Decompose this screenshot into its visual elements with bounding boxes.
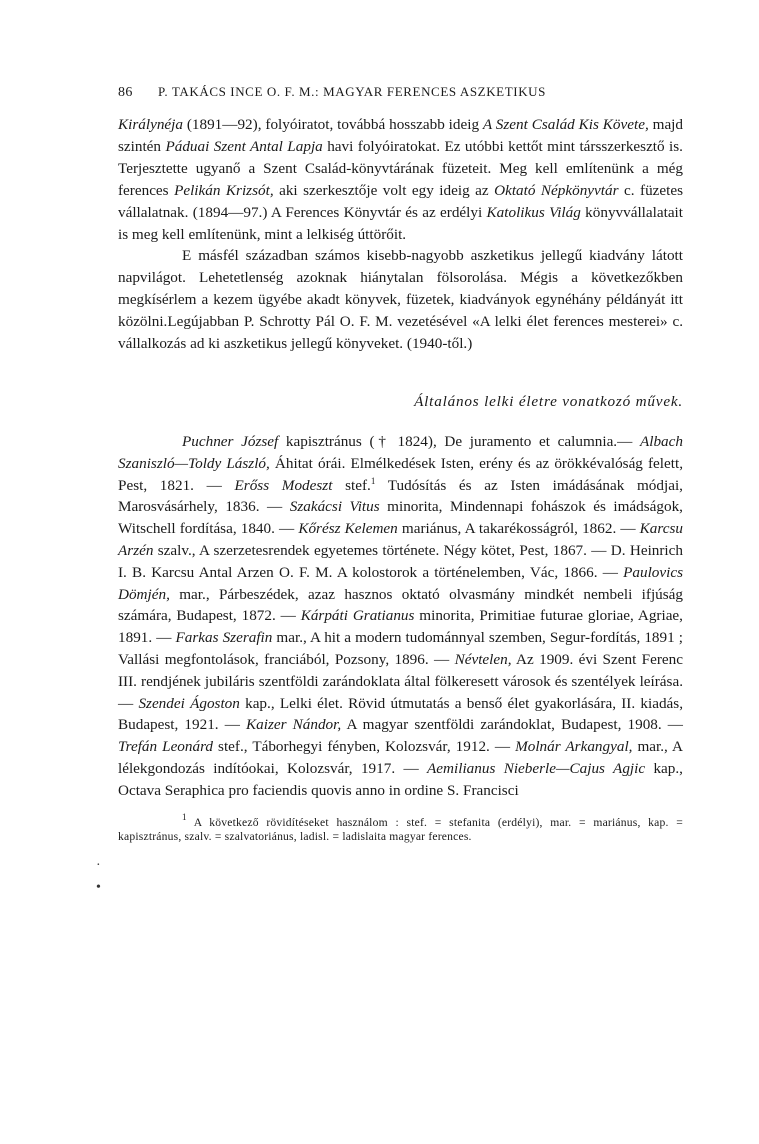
entry-text: minorita, Mindennapi fohászok és imádságok, Witschell fordítása, 1840. — — [118, 498, 683, 538]
italic-title: Oktató Népkönyvtár — [494, 181, 619, 199]
entry-text: kap., Lelki élet. Rövid útmutatás a benső élet gyakorlására, II. kiadás, Budapest, 1921. — — [118, 694, 683, 734]
author-name: Kaizer Nándor, — [246, 716, 342, 734]
text-run: aki szerkesztője volt egy ideig az — [273, 181, 495, 199]
margin-speck: • — [96, 880, 101, 895]
entry-text: minorita, Primitiae futurae gloriae, Agriae, 1891. — — [118, 607, 683, 647]
entry-text: stef. — [332, 476, 371, 494]
author-name: Szakácsi Vitus — [289, 498, 380, 516]
entry-text: kapisztránus († 1824), De juramento et calumnia.— — [278, 432, 640, 450]
entry-text: Tudósítás és az Isten imádásának módjai, Marosvásárhely, 1836. — — [118, 476, 683, 516]
entry-text: stef., Táborhegyi fényben, Kolozsvár, 1912. — — [213, 738, 516, 756]
author-name: Aemilianus Nieberle—Cajus Agjic — [427, 759, 646, 777]
author-name: Erőss Modeszt — [234, 476, 333, 494]
page-number: 86 — [118, 85, 133, 100]
author-name: Szendei Ágoston — [138, 694, 240, 712]
italic-name: Pelikán Krizsót, — [174, 181, 274, 199]
footnote-number: 1 — [182, 811, 187, 822]
author-name: Karcsu Arzén — [118, 520, 683, 559]
entry-text: mar., Párbeszédek, azaz hasznos oktató olvasmány mindkét nembeli ifjúság számára, Budapest, 1872. — — [118, 585, 683, 625]
section-title: Általános lelki életre vonatkozó művek. — [414, 392, 683, 410]
author-name: Albach Szaniszló—Toldy László, — [118, 432, 683, 472]
page — [118, 84, 683, 844]
entry-text: Az 1909. évi Szent Ferenc III. rendjének jubiláris szentföldi zarándoklata által fölkeresett városok és szentélyek leírása. — — [118, 650, 683, 712]
entry-text: mar., A lélekgondozás indítóokai, Kolozsvár, 1917. — — [118, 738, 683, 777]
entry-text: szalv., A szerzetesrendek egyetemes története. Négy kötet, Pest, 1867. — D. Heinrich I. B. Karcsu Antal Arzen O. F. M. A kolostorok a történelemben, Vác, 1866. — — [118, 541, 683, 581]
author-name: Trefán Leonárd — [118, 738, 214, 756]
author-name: Puchner József — [182, 432, 279, 450]
footnote-separator — [118, 802, 683, 816]
entry-text: kap., Octava Seraphica pro faciendis quovis anno in ordine S. Francisci — [118, 759, 683, 799]
author-name: Paulovics Dömjén, — [118, 563, 683, 603]
italic-title: A Szent Család Kis Követe, — [482, 116, 649, 133]
footnote — [118, 811, 683, 844]
running-head — [118, 84, 683, 101]
author-name: Molnár Arkangyal, — [515, 738, 633, 756]
entry-text: Áhitat órái. Elmélkedések Isten, erény és az örökkévalóság felett, Pest, 1821. — — [118, 454, 683, 494]
entry-text: A magyar szentföldi zarándoklat, Budapest, 1908. — — [341, 716, 683, 734]
italic-title: Katolikus Világ — [486, 203, 581, 221]
entry-text: mariánus, A takarékosságról, 1862. — — [397, 520, 640, 538]
footnote-ref: 1 — [370, 475, 376, 486]
paragraph-continuation — [118, 114, 683, 245]
author-name: Kőrész Kelemen — [298, 520, 398, 538]
italic-title: Királynéja — [118, 116, 183, 133]
footnote-text: A következő rövidítéseket használom : stef. = stefanita (erdélyi), mar. = mariánus, kap. = kapisztránus, szalv. = szalvatoriánus, ladisl. = ladislaita magyar ferences. — [118, 815, 683, 843]
text-run: havi folyóiratokat. Ez utóbbi kettőt mint társszerkesztő is. Terjesztette ugyanő a Szent Család-könyvtárának füzeteit. Meg kell említenünk a még ferences — [118, 137, 683, 199]
paragraph: E másfél században számos kisebb-nagyobb aszketikus jellegű kiadvány látott napvilágot. Lehetetlenség azoknak hiánytalan fölsorolása. Mégis a következőkben megkísérlem a kezem ügyébe akadt könyvek, füzetek, kiadványok egynéhány példányát itt közölni.Legújabban P. Schrotty Pál O. F. M. vezetésével «A lelki élet ferences mesterei» c. vállalkozás ad ki aszketikus jellegű könyveket. (1940-től.) — [118, 247, 683, 353]
author-name: Névtelen, — [454, 650, 512, 668]
text-run: könyvvállalatait is meg kell említenünk, mint a lelkiség úttörőit. — [118, 203, 684, 243]
author-name: Farkas Szerafin — [175, 629, 273, 647]
entry-text: mar., A hit a modern tudománnyal szemben, Segur-fordítás, 1891 ; Vallási megfontolások, franciából, Pozsony, 1896. — — [118, 629, 683, 668]
italic-title: Páduai Szent Antal Lapja — [165, 137, 323, 155]
bibliography-list — [118, 431, 683, 802]
text-run: (1891—92), folyóiratot, továbbá hosszabb ideig — [182, 116, 483, 133]
text-run: c. füzetes vállalatnak. (1894—97.) A Ferences Könyvtár és az erdélyi — [118, 181, 684, 221]
body-text — [118, 114, 683, 355]
text-run: majd szintén — [118, 116, 683, 155]
author-name: Kárpáti Gratianus — [300, 607, 415, 625]
margin-speck: · — [96, 858, 101, 873]
running-title: P. TAKÁCS INCE O. F. M.: MAGYAR FERENCES ASZKETIKUS — [158, 84, 546, 99]
